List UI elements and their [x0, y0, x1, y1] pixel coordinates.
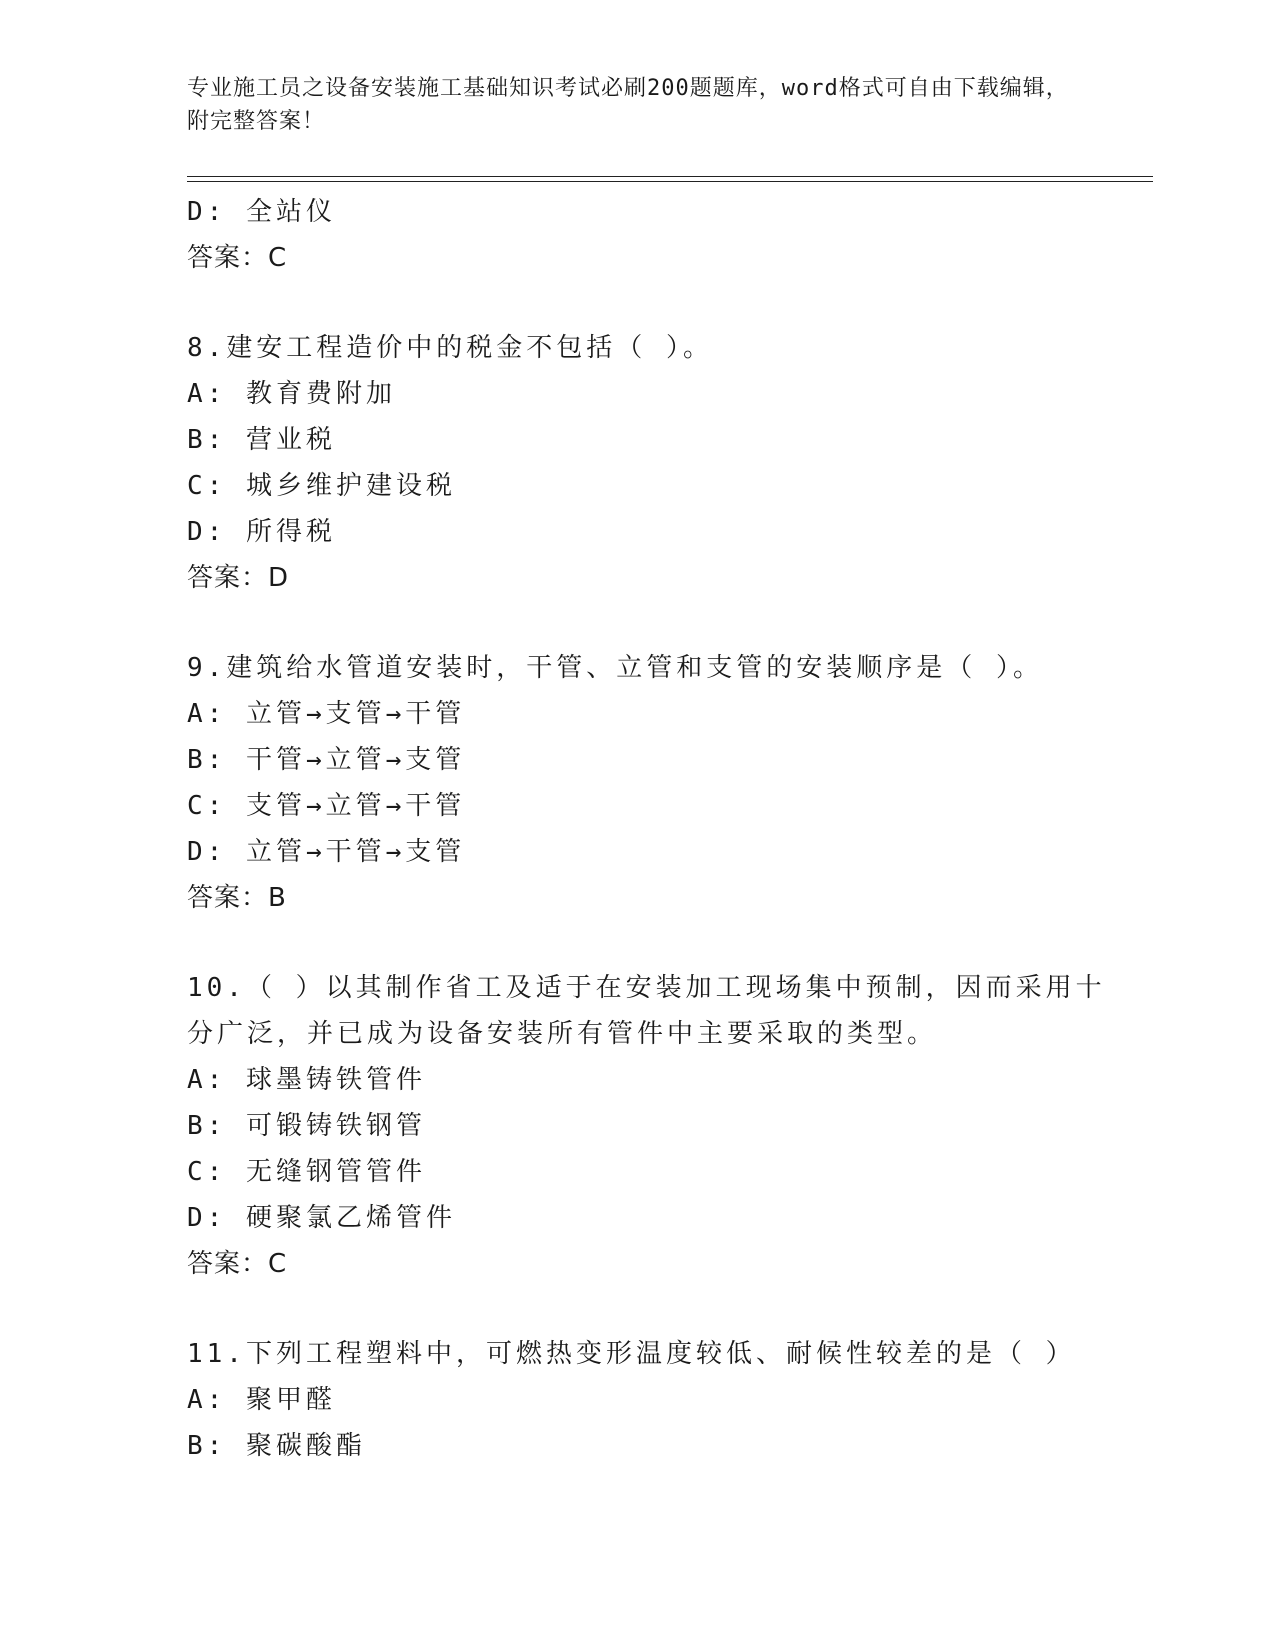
answer-line: 答案：B [187, 883, 287, 913]
spacer [187, 281, 1087, 325]
answer-line: 答案：C [187, 1249, 288, 1279]
answer-line: 答案：D [187, 563, 290, 593]
option-c: C: 支管→立管→干管 [187, 791, 466, 821]
option-d: D: 所得税 [187, 517, 336, 547]
option-d: D: 全站仪 [187, 197, 336, 227]
question-stem-11: 11.下列工程塑料中，可燃热变形温度较低、耐候性较差的是（ ） [187, 1339, 1076, 1369]
question-stem-10-line2: 分广泛，并已成为设备安装所有管件中主要采取的类型。 [187, 1019, 938, 1049]
option-a: A: 立管→支管→干管 [187, 699, 466, 729]
question-stem-8: 8.建安工程造价中的税金不包括（ ）。 [187, 333, 713, 363]
option-b: B: 干管→立管→支管 [187, 745, 466, 775]
question-stem-10-line1: 10.（ ）以其制作省工及适于在安装加工现场集中预制，因而采用十 [187, 973, 1106, 1003]
question-stem-9: 9.建筑给水管道安装时，干管、立管和支管的安装顺序是（ ）。 [187, 653, 1043, 683]
option-b: B: 聚碳酸酯 [187, 1431, 366, 1461]
option-b: B: 营业税 [187, 425, 336, 455]
answer-line: 答案：C [187, 243, 288, 273]
header-rule-top [187, 176, 1153, 177]
question-content [187, 189, 1106, 1469]
spacer [187, 1287, 1087, 1331]
option-a: A: 教育费附加 [187, 379, 396, 409]
spacer [187, 921, 1087, 965]
option-a: A: 球墨铸铁管件 [187, 1065, 426, 1095]
option-d: D: 硬聚氯乙烯管件 [187, 1203, 456, 1233]
option-b: B: 可锻铸铁钢管 [187, 1111, 426, 1141]
option-c: C: 城乡维护建设税 [187, 471, 456, 501]
document-header: 专业施工员之设备安装施工基础知识考试必刷200题题库，word格式可自由下载编辑，附完整答案！ [187, 76, 1069, 134]
option-a: A: 聚甲醛 [187, 1385, 336, 1415]
spacer [187, 601, 1087, 645]
option-c: C: 无缝钢管管件 [187, 1157, 426, 1187]
header-rule-bottom [187, 181, 1153, 182]
option-d: D: 立管→干管→支管 [187, 837, 466, 867]
